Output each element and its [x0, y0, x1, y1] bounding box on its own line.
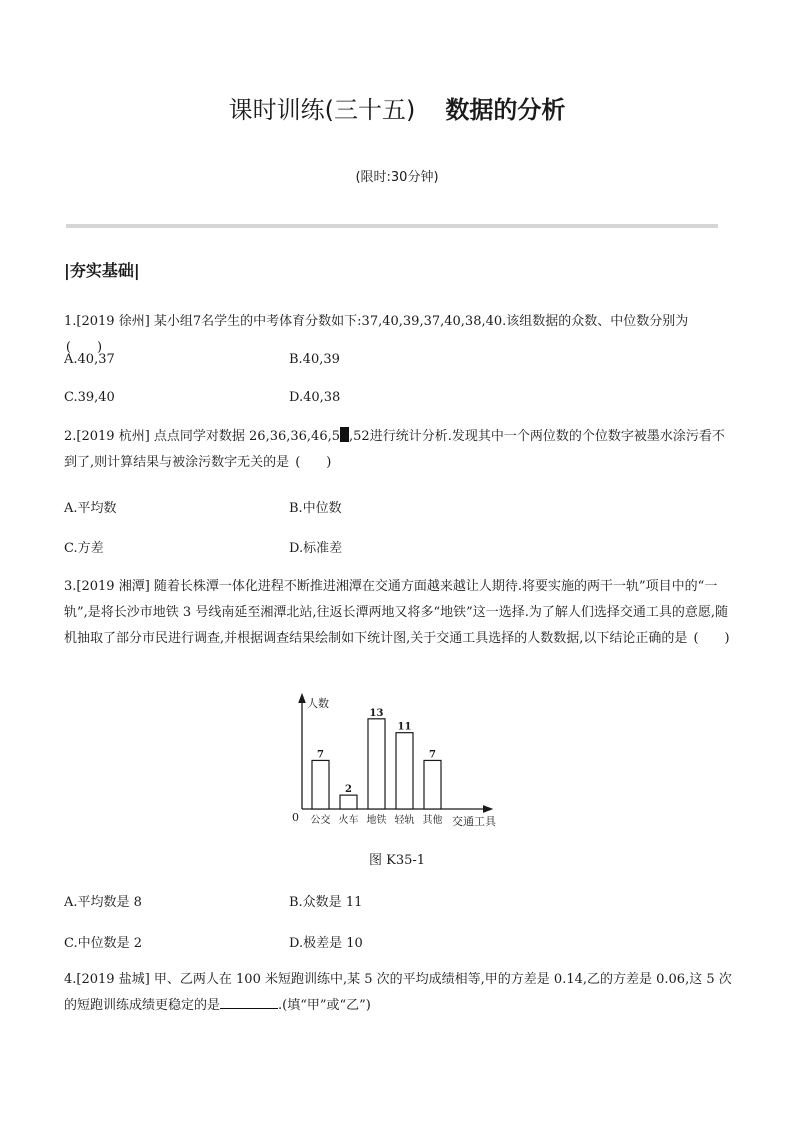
- q3-text: 随着长株潭一体化进程不断推进湘潭在交通方面越来越让人期待.将要实施的两干一轨”项目中的“一轨”,是将长沙市地铁 3 号线南延至湘潭北站,往返长潭两地又将多“地铁”这一选择.为了解人们选择交通工具的意愿,随机抽取了部分市民进行调查,并根据调查结果绘制如下统计图,关于交通工具选择的人数数据,以下结论正确的是: [64, 579, 729, 646]
- q2-option-a: A.平均数: [64, 501, 117, 516]
- bar-1: [312, 760, 329, 809]
- bar-value-label: 2: [345, 784, 352, 796]
- q2-option-b: B.中位数: [289, 501, 342, 516]
- question-2: [64, 424, 732, 476]
- question-4: [64, 967, 732, 1019]
- q3-option-d: D.极差是 10: [289, 936, 363, 951]
- ink-blot: [340, 427, 349, 442]
- category-label: 地铁: [366, 815, 387, 826]
- q1-option-c: C.39,40: [64, 390, 115, 405]
- q1-option-b: B.40,39: [289, 352, 340, 367]
- bar-value-label: 13: [369, 707, 384, 719]
- answer-blank[interactable]: [220, 996, 278, 1009]
- q1-option-d: D.40,38: [289, 390, 341, 405]
- bar-chart: [280, 688, 510, 838]
- q4-source: 4.[2019 盐城]: [64, 972, 150, 987]
- q2-text-after: ,52进行统计分析.发现其中一个两位数的个位数字被墨水涂污看不到了,则计算结果与被涂污数字无关的是: [64, 429, 725, 470]
- q2-text-before: 点点同学对数据 26,36,36,46,5: [153, 429, 341, 444]
- q2-option-d: D.标准差: [289, 541, 343, 556]
- title-main: 数据的分析: [445, 96, 566, 124]
- q1-answer-paren: ( ): [65, 340, 103, 355]
- q3-option-a: A.平均数是 8: [64, 895, 142, 910]
- bar-5: [424, 760, 441, 809]
- page-title: [0, 90, 794, 125]
- divider: [66, 224, 718, 228]
- x-axis-label: 交通工具: [452, 815, 496, 828]
- time-limit: (限时:30分钟): [355, 170, 439, 185]
- question-1: [64, 309, 732, 361]
- q3-answer-paren: ( ): [693, 631, 730, 646]
- q3-option-b: B.众数是 11: [289, 895, 363, 910]
- q1-option-a: A.40,37: [64, 352, 115, 367]
- figure-caption: 图 K35-1: [368, 853, 426, 868]
- bar-3: [368, 719, 385, 809]
- title-prefix: 课时训练(三十五): [228, 96, 416, 124]
- q2-answer-paren: ( ): [295, 455, 332, 470]
- q4-text-before: 甲、乙两人在 100 米短跑训练中,某 5 次的平均成绩相等,甲的方差是 0.14,乙的方差是 0.06,这 5 次的短跑训练成绩更稳定的是: [64, 972, 732, 1013]
- category-label: 火车: [338, 815, 359, 826]
- origin-label: 0: [292, 811, 299, 824]
- y-axis-label: 人数: [307, 697, 329, 710]
- q2-option-c: C.方差: [64, 541, 104, 556]
- q2-source: 2.[2019 杭州]: [64, 429, 150, 444]
- q3-option-c: C.中位数是 2: [64, 936, 143, 951]
- question-3: [64, 574, 732, 652]
- q3-source: 3.[2019 湘潭]: [64, 579, 150, 594]
- q1-source: 1.[2019 徐州]: [64, 314, 150, 329]
- bar-4: [396, 733, 413, 809]
- bar-2: [340, 795, 357, 809]
- category-label: 公交: [310, 815, 331, 826]
- q1-text: 某小组7名学生的中考体育分数如下:37,40,39,37,40,38,40.该组数据的众数、中位数分别为: [153, 314, 689, 329]
- bar-value-label: 11: [397, 721, 412, 733]
- bar-value-label: 7: [317, 749, 324, 761]
- bar-value-label: 7: [429, 749, 436, 761]
- category-label: 其他: [422, 815, 443, 826]
- section-title: |夯实基础|: [64, 261, 140, 280]
- category-label: 轻轨: [394, 815, 415, 826]
- q4-text-after: .(填“甲”或“乙”): [278, 998, 371, 1013]
